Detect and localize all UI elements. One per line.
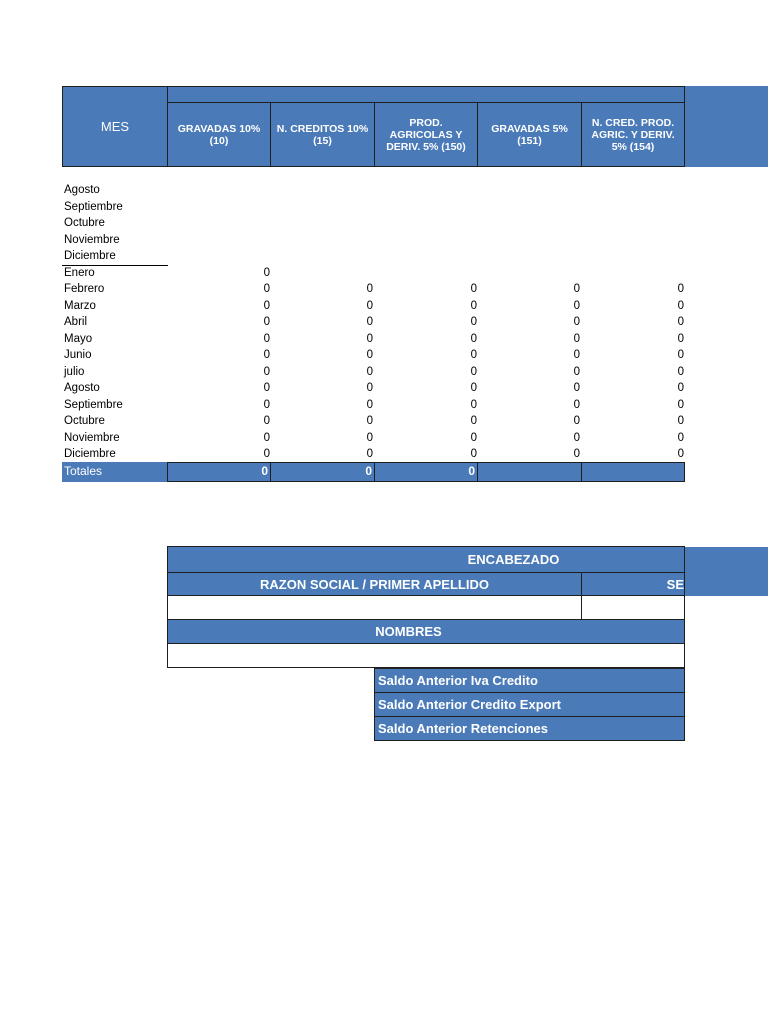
value-cell: 0	[263, 415, 270, 427]
value-cell: 0	[470, 349, 477, 361]
value-cell: 0	[677, 316, 684, 328]
value-cell: 0	[470, 365, 477, 378]
total-cell: 0	[270, 462, 375, 482]
saldo-credito-export-row	[374, 692, 685, 717]
value-cell	[313, 265, 373, 282]
value-cell: 0	[677, 349, 684, 361]
value-cell: 0	[573, 382, 580, 394]
value-cell: 0	[573, 365, 580, 378]
month-label: Agosto	[64, 382, 100, 394]
value-cell: 0	[366, 398, 373, 411]
value-cell: 0	[366, 448, 373, 460]
value-cell	[417, 265, 477, 282]
value-cell: 0	[677, 431, 684, 444]
month-label: Marzo	[64, 299, 96, 312]
value-cell: 0	[470, 332, 477, 345]
total-cell	[477, 462, 582, 482]
value-cell: 0	[573, 283, 580, 295]
value-cell: 0	[470, 299, 477, 312]
value-cell: 0	[366, 415, 373, 427]
second-surname-input[interactable]	[581, 595, 685, 620]
value-cell: 0	[263, 431, 270, 444]
prev-month-label: Agosto	[64, 184, 100, 196]
nombres-input[interactable]	[167, 643, 685, 668]
razon-social-label: RAZON SOCIAL / PRIMER APELLIDO	[260, 576, 489, 592]
col-header-gravadas-5: GRAVADAS 5% (151)	[477, 102, 582, 167]
month-label: Enero	[64, 266, 95, 279]
value-cell: 0	[677, 299, 684, 312]
prev-month-label: Diciembre	[64, 250, 116, 262]
value-cell: 0	[470, 382, 477, 394]
value-cell: 0	[366, 316, 373, 328]
value-cell: 0	[263, 299, 270, 312]
month-label: Febrero	[64, 283, 105, 295]
prev-month-label: Noviembre	[64, 233, 120, 246]
col-header-cred-prod-agric: N. CRED. PROD. AGRIC. Y DERIV. 5% (154)	[581, 102, 685, 167]
value-cell: 0	[573, 299, 580, 312]
totals-label: Totales	[64, 464, 103, 478]
value-cell: 0	[677, 332, 684, 345]
razon-social-input[interactable]	[167, 595, 582, 620]
value-cell: 0	[263, 448, 270, 460]
month-label: Diciembre	[64, 448, 116, 460]
value-cell: 0	[470, 415, 477, 427]
month-label: Abril	[64, 316, 88, 328]
value-cell: 0	[573, 415, 580, 427]
value-cell: 0	[677, 398, 684, 411]
value-cell: 0	[366, 382, 373, 394]
nombres-label: NOMBRES	[375, 624, 442, 639]
month-label: Mayo	[64, 332, 93, 345]
value-cell: 0	[366, 365, 373, 378]
header-top-band	[167, 86, 685, 103]
value-cell: 0	[366, 431, 373, 444]
saldo-iva-credito-row	[374, 668, 685, 693]
value-cell: 0	[677, 382, 684, 394]
col-header-prod-agricolas: PROD. AGRICOLAS Y DERIV. 5% (150)	[374, 102, 478, 167]
saldo-retenciones-label: Saldo Anterior Retenciones	[378, 721, 548, 736]
value-cell: 0	[573, 349, 580, 361]
header-right-extension	[685, 86, 768, 167]
value-cell: 0	[573, 398, 580, 411]
value-cell: 0	[677, 415, 684, 427]
value-cell: 0	[263, 398, 270, 411]
value-cell: 0	[573, 448, 580, 460]
value-cell: 0	[263, 316, 270, 328]
value-cell: 0	[677, 365, 684, 378]
month-label: Octubre	[64, 415, 105, 427]
value-cell	[624, 265, 684, 282]
saldo-credito-export-label: Saldo Anterior Credito Export	[378, 697, 561, 712]
value-cell	[520, 265, 580, 282]
mes-header	[62, 86, 168, 167]
value-cell: 0	[263, 283, 270, 295]
value-cell: 0	[263, 365, 270, 378]
prev-month-label: Octubre	[64, 217, 105, 229]
prev-month-label: Septiembre	[64, 200, 123, 213]
value-cell: 0	[470, 398, 477, 411]
nombres-header	[167, 619, 685, 644]
value-cell: 0	[366, 332, 373, 345]
saldo-iva-credito-label: Saldo Anterior Iva Credito	[378, 673, 538, 688]
value-cell: 0	[366, 299, 373, 312]
total-cell: 0	[167, 462, 271, 482]
value-cell: 0	[677, 448, 684, 460]
mes-header-label: MES	[100, 118, 130, 134]
encabezado-title: ENCABEZADO	[467, 552, 560, 567]
value-cell: 0	[263, 266, 270, 279]
value-cell: 0	[470, 431, 477, 444]
second-surname-header	[581, 572, 685, 596]
total-cell: 0	[374, 462, 478, 482]
total-cell	[581, 462, 685, 482]
encabezado-right-extension	[685, 547, 768, 596]
month-label: Septiembre	[64, 398, 123, 411]
encabezado-header	[167, 546, 685, 573]
value-cell: 0	[263, 349, 270, 361]
razon-social-header	[167, 572, 582, 596]
value-cell: 0	[366, 283, 373, 295]
value-cell: 0	[573, 332, 580, 345]
col-header-creditos-10: N. CREDITOS 10% (15)	[270, 102, 375, 167]
value-cell: 0	[470, 283, 477, 295]
value-cell: 0	[263, 332, 270, 345]
saldo-retenciones-row	[374, 716, 685, 741]
month-label: Noviembre	[64, 431, 120, 444]
value-cell: 0	[677, 283, 684, 295]
second-surname-label: SE	[666, 576, 684, 592]
month-label: Junio	[64, 349, 92, 361]
col-header-gravadas-10: GRAVADAS 10% (10)	[167, 102, 271, 167]
value-cell: 0	[573, 316, 580, 328]
value-cell: 0	[573, 431, 580, 444]
month-label: julio	[64, 365, 85, 378]
value-cell: 0	[263, 382, 270, 394]
value-cell: 0	[470, 316, 477, 328]
value-cell: 0	[470, 448, 477, 460]
totals-label-cell	[62, 462, 168, 482]
value-cell: 0	[366, 349, 373, 361]
